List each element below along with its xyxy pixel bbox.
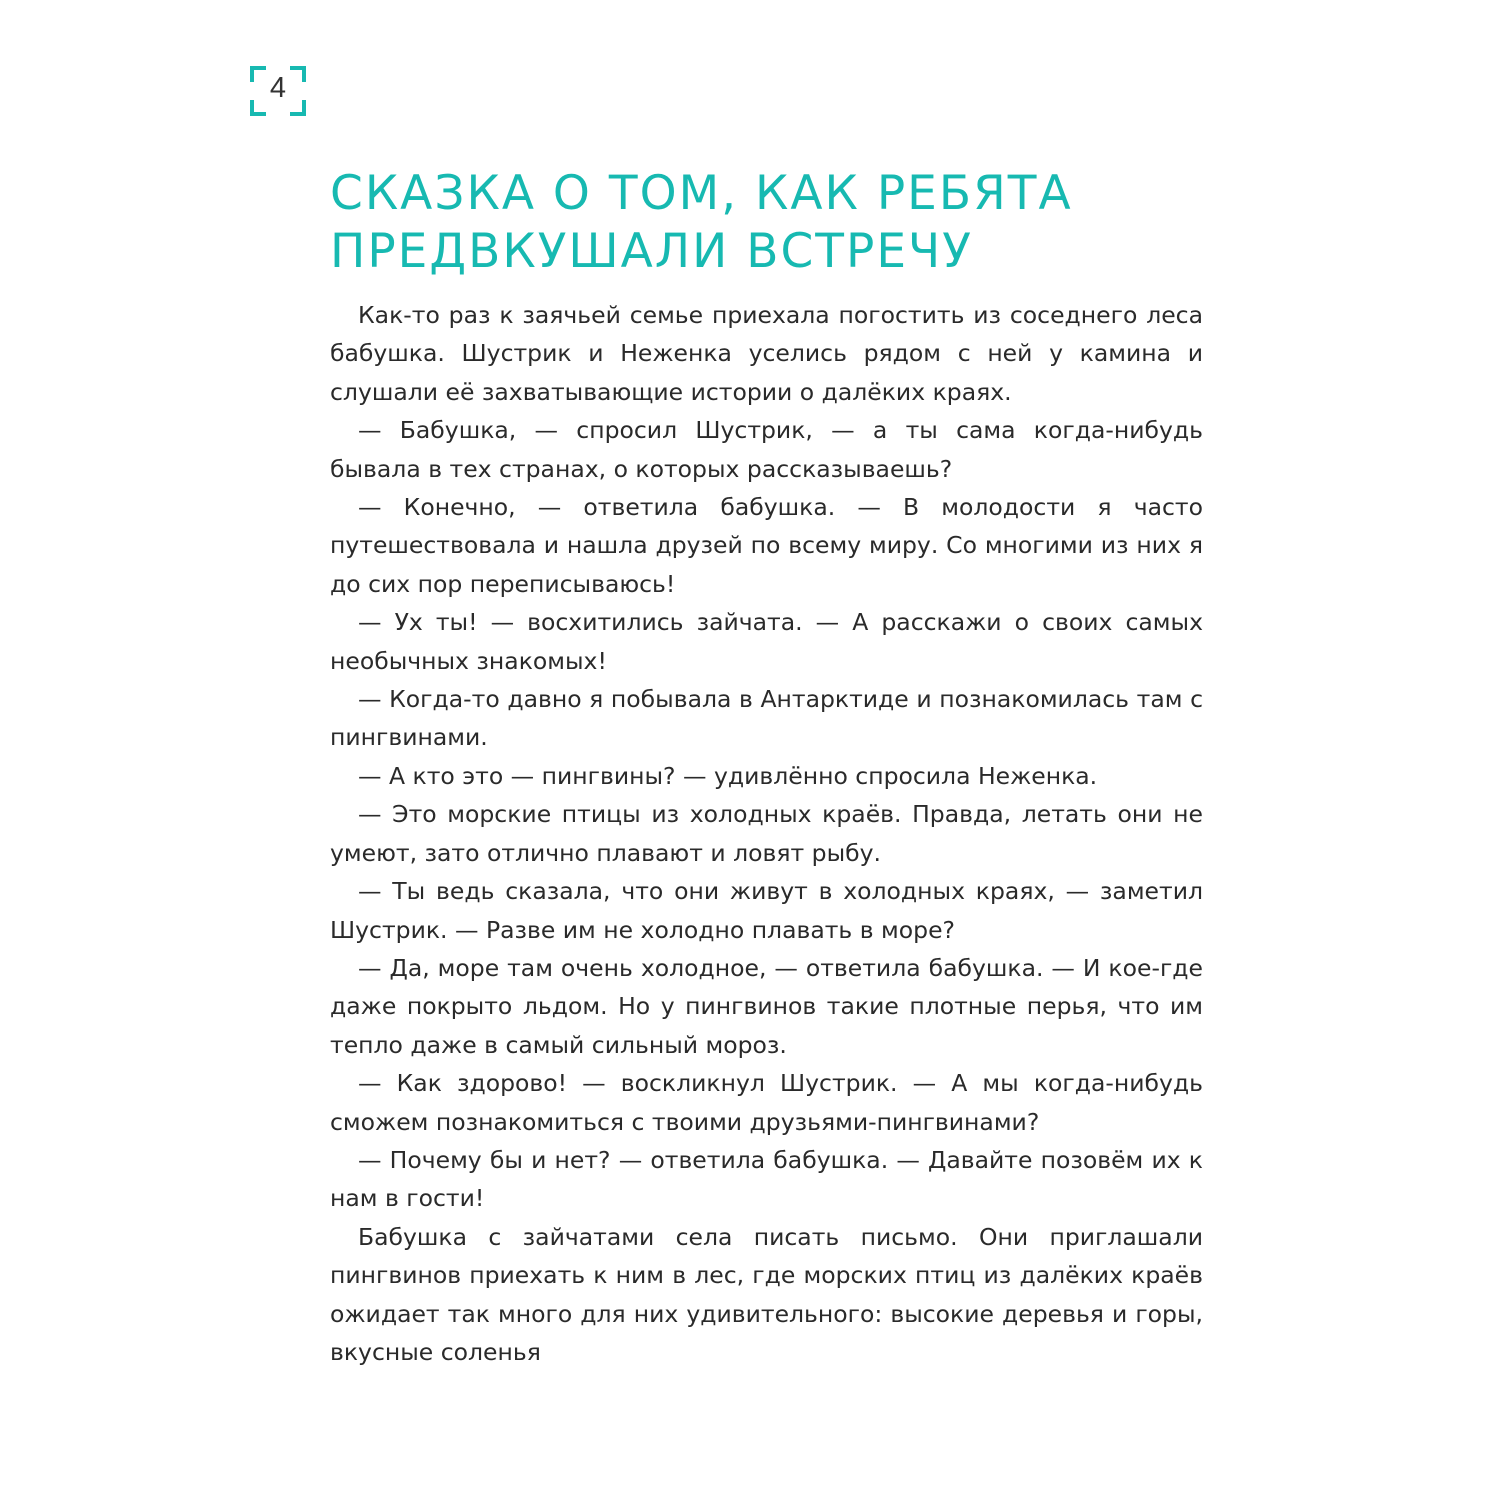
page-number-frame xyxy=(250,66,306,116)
paragraph: — Конечно, — ответила бабушка. — В молодости я часто путешествовала и нашла друзей по всему миру. Со многими из них я до сих пор переписываюсь! xyxy=(330,493,1203,598)
page-number: 4 xyxy=(269,72,287,104)
paragraph: — Бабушка, — спросил Шустрик, — а ты сама когда-нибудь бывала в тех странах, о которых рассказываешь? xyxy=(330,416,1203,483)
paragraph: — Это морские птицы из холодных краёв. Правда, летать они не умеют, зато отлично плавают и ловят рыбу. xyxy=(330,800,1203,867)
paragraph: — Ух ты! — восхитились зайчата. — А расскажи о своих самых необычных знакомых! xyxy=(330,608,1203,675)
paragraph: — А кто это — пингвины? — удивлённо спросила Неженка. xyxy=(358,761,1098,790)
paragraph: Как-то раз к заячьей семье приехала погостить из соседнего леса бабушка. Шустрик и Неженка уселись рядом с ней у камина и слушали её захватывающие истории о далёких краях. xyxy=(330,301,1203,406)
paragraph: — Когда-то давно я побывала в Антарктиде и познакомилась там с пингвинами. xyxy=(330,685,1203,752)
paragraph: — Да, море там очень холодное, — ответила бабушка. — И кое-где даже покрыто льдом. Но у пингвинов такие плотные перья, что им тепло даже в самый сильный мороз. xyxy=(330,953,1203,1059)
paragraph: Бабушка с зайчатами села писать письмо. Они приглашали пингвинов приехать к ним в лес, где морских птиц из далёких краёв ожидает так много для них удивительного: высокие деревья и горы, вкусные соленья xyxy=(330,1222,1203,1366)
paragraph: — Почему бы и нет? — ответила бабушка. — Давайте позовём их к нам в гости! xyxy=(330,1145,1203,1213)
page-title-line-1: СКАЗКА О ТОМ, КАК РЕБЯТА xyxy=(330,166,1073,221)
page-title xyxy=(330,165,1230,281)
paragraph: — Ты ведь сказала, что они живут в холодных краях, — заметил Шустрик. — Разве им не холодно плавать в море? xyxy=(330,877,1203,944)
page-title-line-2: ПРЕДВКУШАЛИ ВСТРЕЧУ xyxy=(330,224,973,279)
story-text xyxy=(330,296,1203,1371)
paragraph: — Как здорово! — воскликнул Шустрик. — А мы когда-нибудь сможем познакомиться с твоими друзьями-пингвинами? xyxy=(330,1069,1203,1136)
